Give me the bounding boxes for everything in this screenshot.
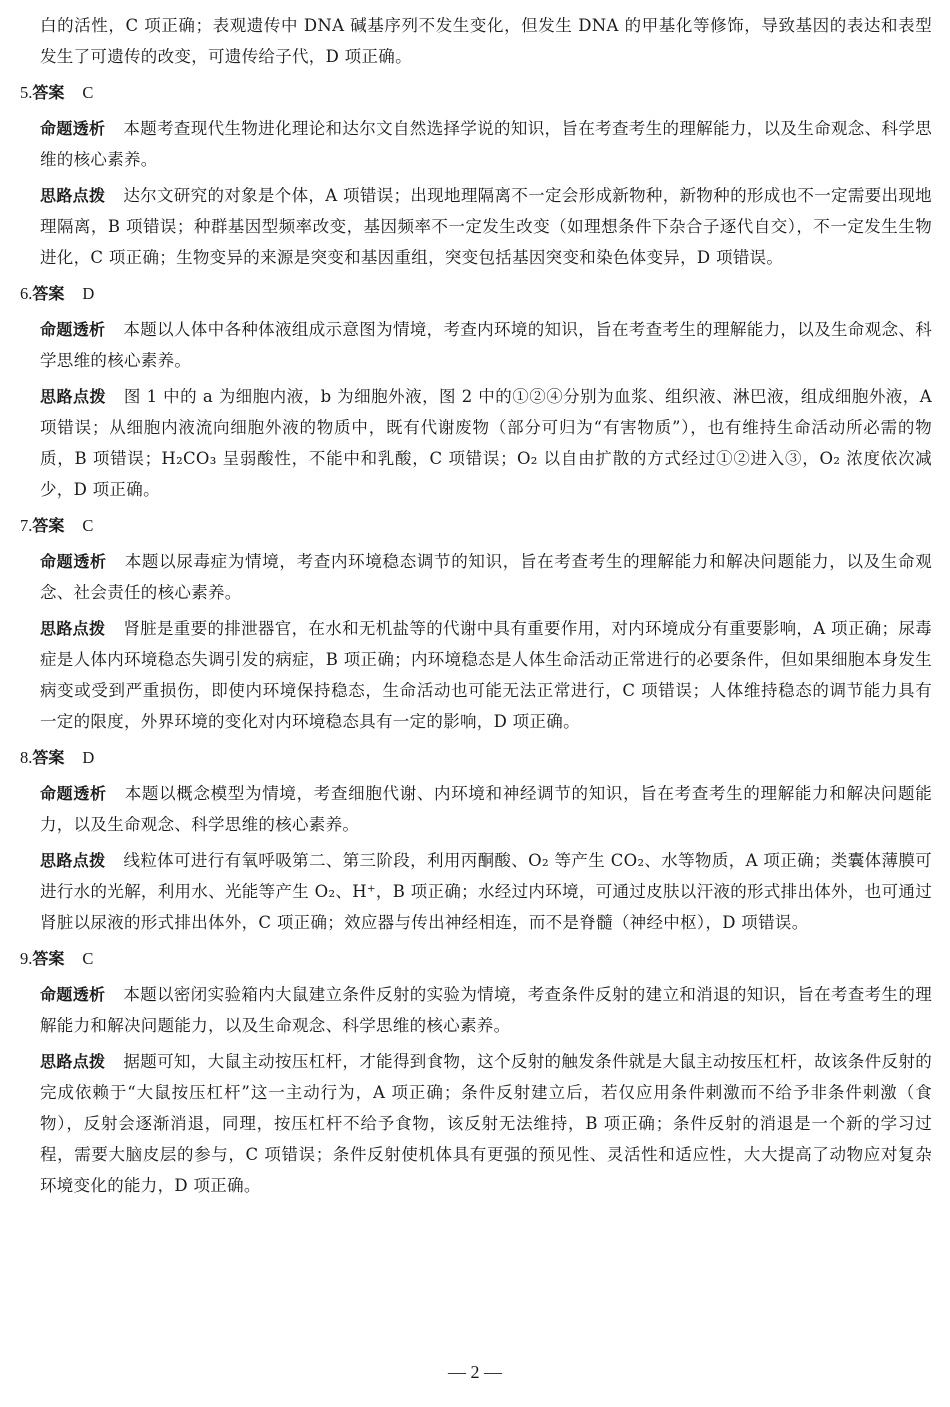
analysis-text: 本题以尿毒症为情境，考查内环境稳态调节的知识，旨在考查考生的理解能力和解决问题能力，以及生命观念、社会责任的核心素养。 <box>40 552 933 602</box>
reasoning-text: 据题可知，大鼠主动按压杠杆，才能得到食物，这个反射的触发条件就是大鼠主动按压杠杆，故该条件反射的完成依赖于“大鼠按压杠杆”这一主动行为，A 项正确；条件反射建立后，若仅应用条件刺激而不给予非条件刺激（食物），反射会逐渐消退，同理，按压杠杆不给予食物，该反射无法维持，B 项正确；条件反射的消退是一个新的学习过程，需要大脑皮层的参与，C 项错误；条件反射使机体具有更强的预见性、灵活性和适应性，大大提高了动物应对复杂环境变化的能力，D 项正确。 <box>40 1052 932 1195</box>
intro-paragraph: 白的活性，C 项正确；表观遗传中 DNA 碱基序列不发生变化，但发生 DNA 的甲基化等修饰，导致基因的表达和表型发生了可遗传的改变，可遗传给子代，D 项正确。 <box>40 16 932 66</box>
analysis-label: 命题透析 <box>40 784 107 803</box>
question-number: 6. <box>20 284 33 303</box>
answer-label: 答案 <box>32 949 65 968</box>
answer-value: C <box>82 516 94 535</box>
page-number: — 2 — <box>448 1362 502 1382</box>
answer-label: 答案 <box>32 516 65 535</box>
question-6-answer-line <box>20 278 932 309</box>
analysis-text: 本题考查现代生物进化理论和达尔文自然选择学说的知识，旨在考查考生的理解能力，以及生命观念、科学思维的核心素养。 <box>40 119 932 169</box>
reasoning-label: 思路点拨 <box>40 186 106 205</box>
analysis-label: 命题透析 <box>40 119 106 138</box>
analysis-text: 本题以概念模型为情境，考查细胞代谢、内环境和神经调节的知识，旨在考查考生的理解能力和解决问题能力，以及生命观念、科学思维的核心素养。 <box>40 784 933 834</box>
question-number: 7. <box>20 516 33 535</box>
reasoning-label: 思路点拨 <box>40 1052 106 1071</box>
question-8-answer-line <box>20 742 932 773</box>
question-9-answer-line <box>20 943 932 974</box>
question-7-reasoning <box>40 613 932 737</box>
question-6-analysis <box>40 314 932 376</box>
analysis-label: 命题透析 <box>40 320 106 339</box>
question-number: 5. <box>20 83 33 102</box>
question-8-analysis <box>40 778 932 840</box>
answer-label: 答案 <box>32 748 65 767</box>
question-number: 9. <box>20 949 33 968</box>
analysis-label: 命题透析 <box>40 552 107 571</box>
question-5-answer-line <box>20 77 932 108</box>
reasoning-label: 思路点拨 <box>40 619 106 638</box>
question-number: 8. <box>20 748 33 767</box>
answer-value: D <box>82 284 95 303</box>
question-8-reasoning <box>40 845 932 938</box>
analysis-text: 本题以密闭实验箱内大鼠建立条件反射的实验为情境，考查条件反射的建立和消退的知识，旨在考查考生的理解能力和解决问题能力，以及生命观念、科学思维的核心素养。 <box>40 985 932 1035</box>
answer-value: C <box>82 949 94 968</box>
question-6-reasoning <box>40 381 932 505</box>
answer-value: C <box>82 83 94 102</box>
question-9-reasoning <box>40 1046 932 1201</box>
analysis-text: 本题以人体中各种体液组成示意图为情境，考查内环境的知识，旨在考查考生的理解能力，以及生命观念、科学思维的核心素养。 <box>40 320 932 370</box>
reasoning-label: 思路点拨 <box>40 387 106 406</box>
reasoning-text: 肾脏是重要的排泄器官，在水和无机盐等的代谢中具有重要作用，对内环境成分有重要影响，A 项正确；尿毒症是人体内环境稳态失调引发的病症，B 项正确；内环境稳态是人体生命活动正常进行的必要条件，但如果细胞本身发生病变或受到严重损伤，即使内环境保持稳态，生命活动也可能无法正常进行，C 项错误；人体维持稳态的调节能力具有一定的限度，外界环境的变化对内环境稳态具有一定的影响，D 项正确。 <box>40 619 932 731</box>
question-7-answer-line <box>20 510 932 541</box>
answer-label: 答案 <box>32 83 65 102</box>
reasoning-text: 达尔文研究的对象是个体，A 项错误；出现地理隔离不一定会形成新物种，新物种的形成也不一定需要出现地理隔离，B 项错误；种群基因型频率改变，基因频率不一定发生改变（如理想条件下杂合子逐代自交），不一定发生生物进化，C 项正确；生物变异的来源是突变和基因重组，突变包括基因突变和染色体变异，D 项错误。 <box>40 186 932 267</box>
reasoning-text: 线粒体可进行有氧呼吸第二、第三阶段，利用丙酮酸、O₂ 等产生 CO₂、水等物质，A 项正确；类囊体薄膜可进行水的光解，利用水、光能等产生 O₂、H⁺，B 项正确；水经过内环境，可通过皮肤以汗液的形式排出体外，也可通过肾脏以尿液的形式排出体外，C 项正确；效应器与传出神经相连，而不是脊髓（神经中枢），D 项错误。 <box>40 851 932 932</box>
question-7-analysis <box>40 546 932 608</box>
answer-label: 答案 <box>32 284 65 303</box>
question-9-analysis <box>40 979 932 1041</box>
question-5-analysis <box>40 113 932 175</box>
analysis-label: 命题透析 <box>40 985 106 1004</box>
question-5-reasoning <box>40 180 932 273</box>
reasoning-label: 思路点拨 <box>40 851 106 870</box>
reasoning-text: 图 1 中的 a 为细胞内液，b 为细胞外液，图 2 中的①②④分别为血浆、组织液、淋巴液，组成细胞外液，A 项错误；从细胞内液流向细胞外液的物质中，既有代谢废物（部分可归为“有害物质”），也有维持生命活动所必需的物质，B 项错误；H₂CO₃ 呈弱酸性，不能中和乳酸，C 项错误；O₂ 以自由扩散的方式经过①②进入③，O₂ 浓度依次减少，D 项正确。 <box>40 387 932 499</box>
answer-value: D <box>82 748 95 767</box>
